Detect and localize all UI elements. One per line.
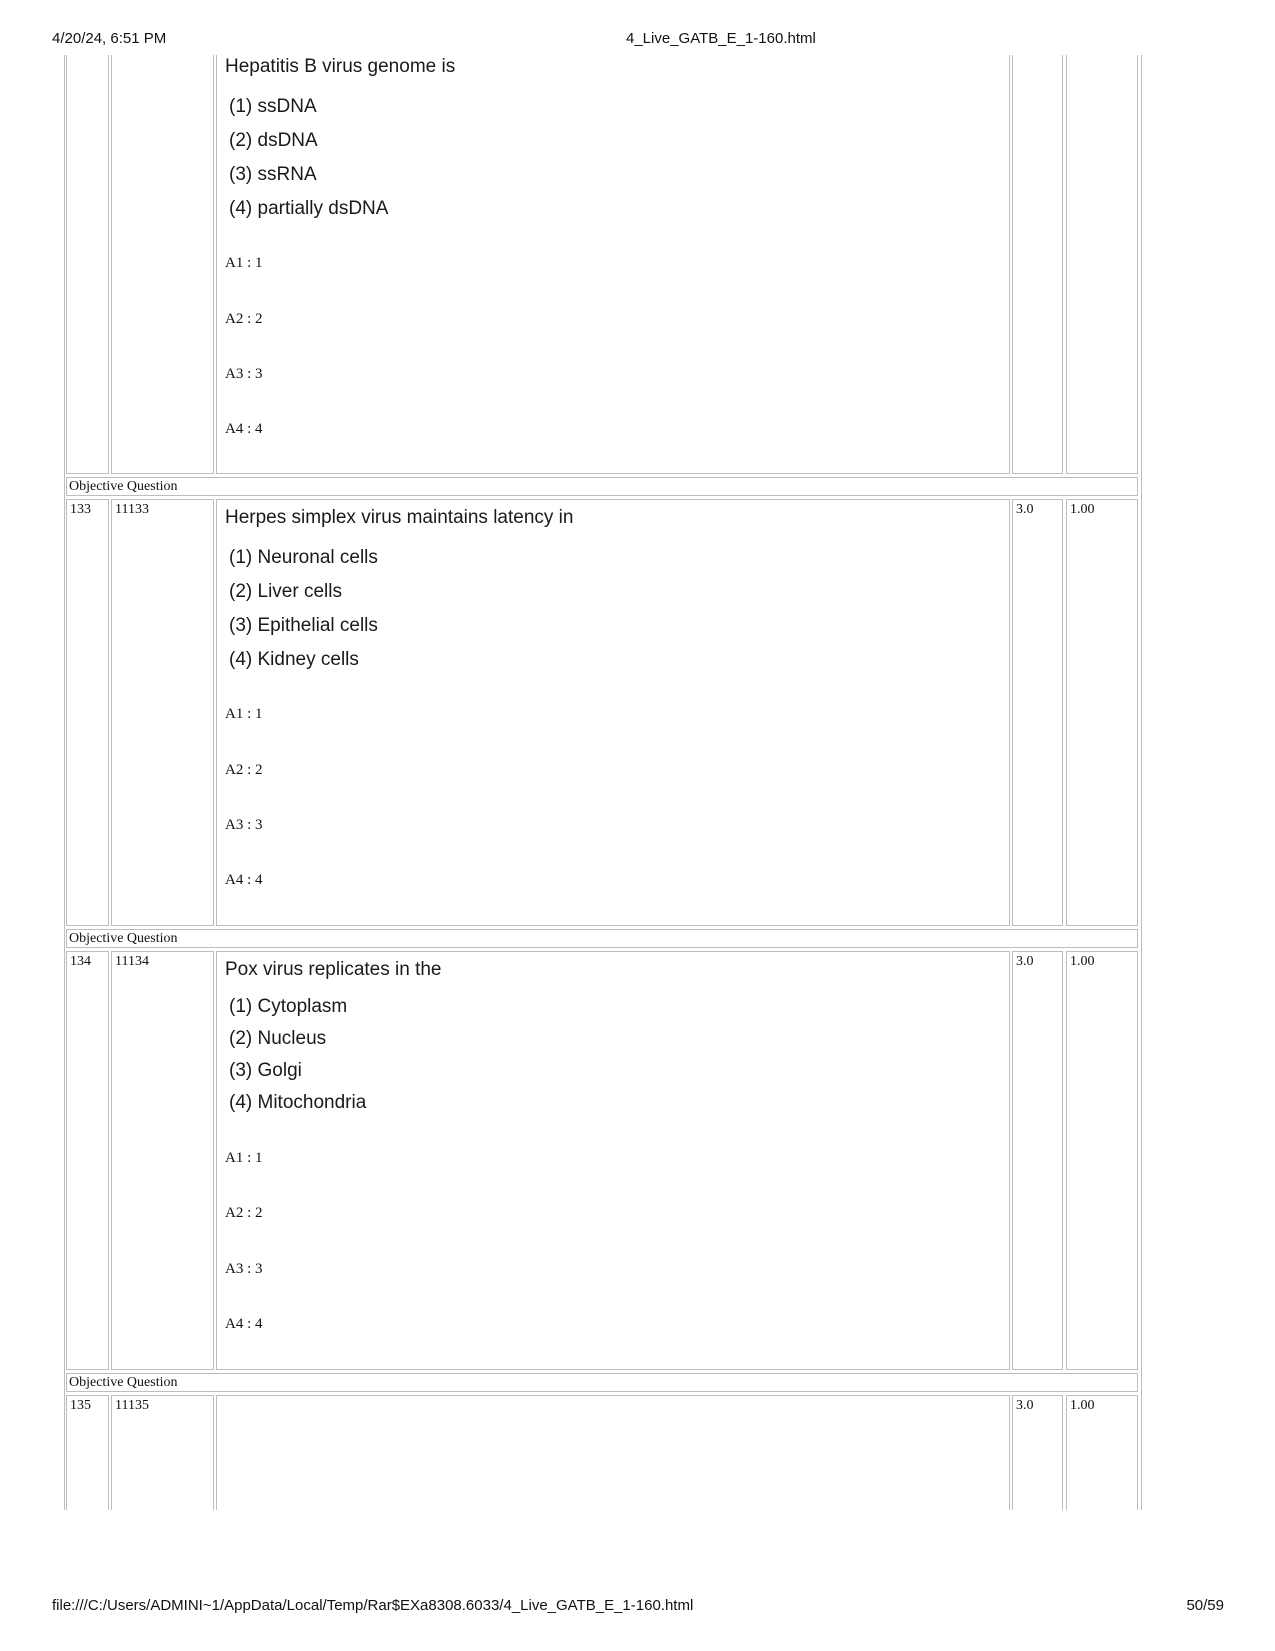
question-number-cell [66,1395,109,1510]
answer-key: A3 : 3 [225,817,263,833]
question-id: 11134 [115,954,149,969]
question-stem: Pox virus replicates in the [225,959,442,980]
weight-cell [1066,951,1138,1370]
page-indicator: 50/59 [1186,1597,1224,1614]
question-weight: 1.00 [1070,502,1095,517]
question-number: 133 [70,502,91,517]
answer-option: (3) Epithelial cells [229,615,378,636]
question-id-cell [111,55,214,474]
question-number-cell [66,55,109,474]
question-id-cell [111,951,214,1370]
answer-option: (1) ssDNA [229,96,317,117]
question-stem: Hepatitis B virus genome is [225,56,456,77]
question-weight: 1.00 [1070,1398,1095,1413]
question-id: 11133 [115,502,149,517]
marks-cell [1012,1395,1063,1510]
answer-option: (4) partially dsDNA [229,198,389,219]
answer-key: A1 : 1 [225,1150,263,1166]
answer-option: (2) dsDNA [229,130,318,151]
answer-key: A4 : 4 [225,872,263,888]
answer-key: A1 : 1 [225,255,263,271]
marks-cell [1012,499,1063,926]
question-marks: 3.0 [1016,502,1034,517]
question-type-banner [66,1373,1138,1392]
file-path: file:///C:/Users/ADMINI~1/AppData/Local/Temp/Rar$EXa8308.6033/4_Live_GATB_E_1-160.html [52,1597,694,1614]
question-weight: 1.00 [1070,954,1095,969]
weight-cell [1066,55,1138,474]
question-type-label: Objective Question [69,479,178,494]
document-title: 4_Live_GATB_E_1-160.html [626,30,816,47]
question-id: 11135 [115,1398,149,1413]
question-number: 134 [70,954,91,969]
answer-key: A4 : 4 [225,1316,263,1332]
question-stem: Herpes simplex virus maintains latency in [225,507,574,528]
question-number-cell [66,499,109,926]
question-marks: 3.0 [1016,954,1034,969]
answer-option: (1) Cytoplasm [229,996,348,1017]
weight-cell [1066,1395,1138,1510]
print-datetime: 4/20/24, 6:51 PM [52,30,167,47]
answer-option: (1) Neuronal cells [229,547,378,568]
answer-key: A2 : 2 [225,1205,263,1221]
question-type-banner [66,477,1138,496]
question-marks: 3.0 [1016,1398,1034,1413]
marks-cell [1012,55,1063,474]
question-body [216,55,1010,474]
answer-key: A1 : 1 [225,706,263,722]
weight-cell [1066,499,1138,926]
answer-option: (4) Kidney cells [229,649,359,670]
answer-key: A3 : 3 [225,1261,263,1277]
question-body [216,1395,1010,1510]
answer-option: (3) ssRNA [229,164,317,185]
question-id-cell [111,1395,214,1510]
question-id-cell [111,499,214,926]
question-type-label: Objective Question [69,931,178,946]
question-type-banner [66,929,1138,948]
question-type-label: Objective Question [69,1375,178,1390]
answer-option: (2) Liver cells [229,581,342,602]
answer-option: (3) Golgi [229,1060,302,1081]
answer-key: A2 : 2 [225,311,263,327]
answer-key: A4 : 4 [225,421,263,437]
answer-option: (4) Mitochondria [229,1092,367,1113]
question-body [216,499,1010,926]
answer-key: A3 : 3 [225,366,263,382]
question-number: 135 [70,1398,91,1413]
answer-option: (2) Nucleus [229,1028,327,1049]
question-number-cell [66,951,109,1370]
marks-cell [1012,951,1063,1370]
question-body [216,951,1010,1370]
answer-key: A2 : 2 [225,762,263,778]
